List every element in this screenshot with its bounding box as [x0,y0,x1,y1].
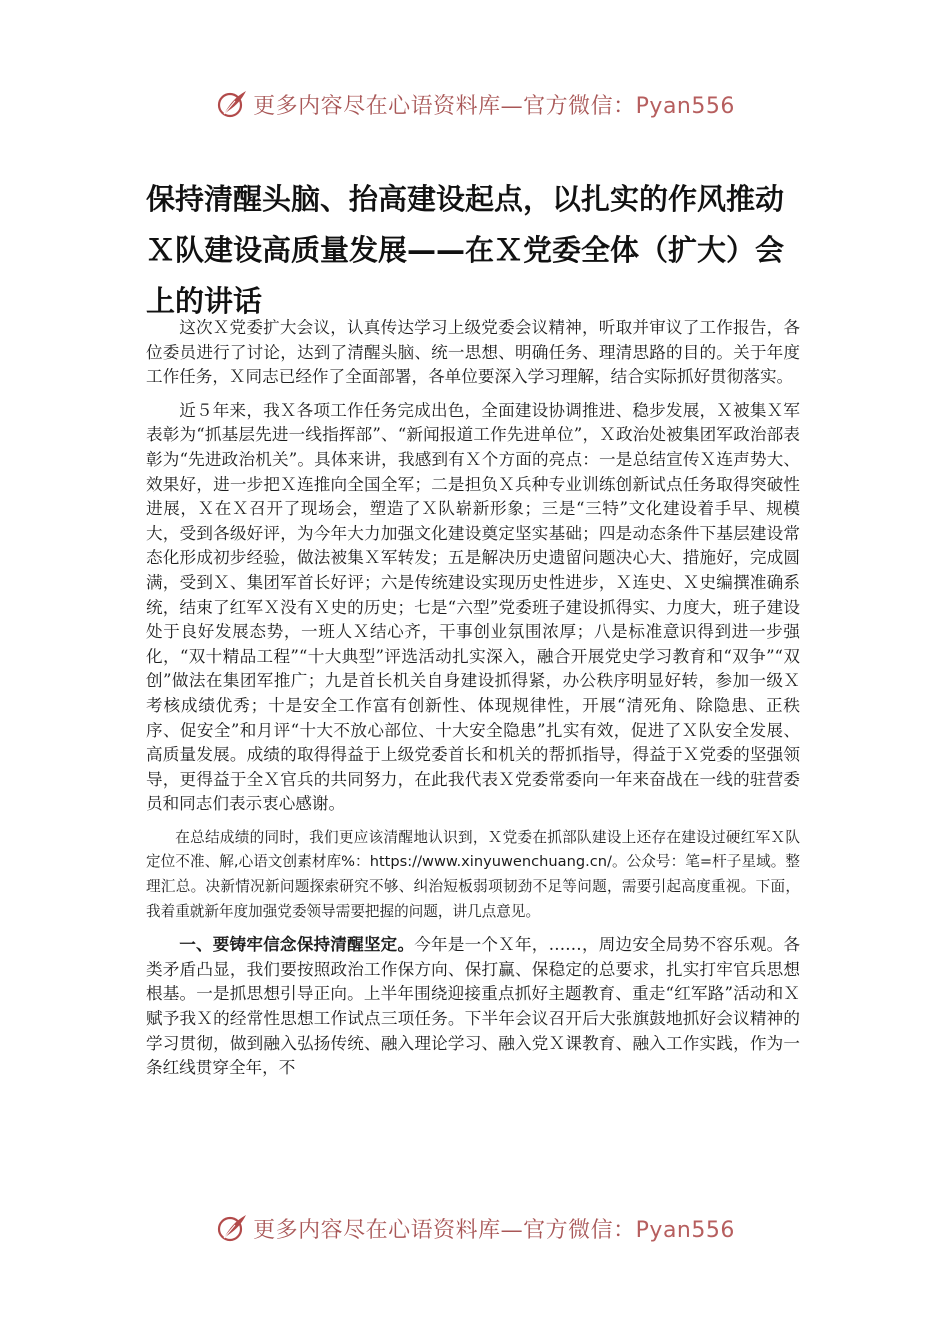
document-body [146,316,800,1090]
paragraph-section-1 [146,933,800,1081]
header-banner [0,84,950,124]
section-heading: 一、要铸牢信念保持清醒坚定。 [179,935,415,955]
paragraph-problems: 在总结成绩的同时，我们更应该清醒地认识到，Ｘ党委在抓部队建设上还存在建设过硬红军Ｘ队定位不准、解,心语文创素材库%：https://www.xinyuwenchuang.cn/。公众号：笔=杆子星域。整理汇总。决新情况新问题探索研究不够、纠治短板弱项韧劲不足等问题，需要引起高度重视。下面，我着重就新年度加强党委领导需要把握的问题，讲几点意见。 [146,828,800,920]
document-title: 保持清醒头脑、抬高建设起点，以扎实的作风推动Ｘ队建设高质量发展——在Ｘ党委全体（扩大）会上的讲话 [146,182,785,318]
banner-text: 更多内容尽在心语资料库—官方微信：Pyan556 [253,93,735,119]
feather-pen-circle-icon [215,1211,249,1245]
paragraph-intro: 这次Ｘ党委扩大会议，认真传达学习上级党委会议精神，听取并审议了工作报告，各位委员进行了讨论，达到了清醒头脑、统一思想、明确任务、理清思路的目的。关于年度工作任务，Ｘ同志已经作了全面部署，各单位要深入学习理解，结合实际抓好贯彻落实。 [146,318,800,387]
paragraph-achievements: 近５年来，我Ｘ各项工作任务完成出色，全面建设协调推进、稳步发展，Ｘ被集Ｘ军表彰为“抓基层先进一线指挥部”、“新闻报道工作先进单位”，Ｘ政治处被集团军政治部表彰为“先进政治机关”。具体来讲，我感到有Ｘ个方面的亮点：一是总结宣传Ｘ连声势大、效果好，进一步把Ｘ连推向全国全军；二是担负Ｘ兵种专业训练创新试点任务取得突破性进展，Ｘ在Ｘ召开了现场会，塑造了Ｘ队崭新形象；三是“三特”文化建设着手早、规模大，受到各级好评，为今年大力加强文化建设奠定坚实基础；四是动态条件下基层建设常态化形成初步经验，做法被集Ｘ军转发；五是解决历史遗留问题决心大、措施好，完成圆满，受到Ｘ、集团军首长好评；六是传统建设实现历史性进步，Ｘ连史、Ｘ史编撰准确系统，结束了红军Ｘ没有Ｘ史的历史；七是“六型”党委班子建设抓得实、力度大，班子建设处于良好发展态势，一班人Ｘ结心齐，干事创业氛围浓厚；八是标准意识得到进一步强化，“双十精品工程”“十大典型”评选活动扎实深入，融合开展党史学习教育和“双争”“双创”做法在集团军推广；九是首长机关自身建设抓得紧，办公秩序明显好转，参加一级Ｘ考核成绩优秀；十是安全工作富有创新性、体现规律性，开展“清死角、除隐患、正秩序、促安全”和月评“十大不放心部位、十大安全隐患”扎实有效，促进了Ｘ队安全发展、高质量发展。成绩的取得得益于上级党委首长和机关的帮抓指导，得益于Ｘ党委的坚强领导，更得益于全Ｘ官兵的共同努力，在此我代表Ｘ党委常委向一年来奋战在一线的驻营委员和同志们表示衷心感谢。 [146,400,800,814]
feather-pen-circle-icon [215,87,249,121]
banner-text: 更多内容尽在心语资料库—官方微信：Pyan556 [253,1217,735,1243]
footer-banner [0,1208,950,1248]
section-text: 今年是一个Ｘ年，……，周边安全局势不容乐观。各类矛盾凸显，我们要按照政治工作保方向、保打赢、保稳定的总要求，扎实打牢官兵思想根基。一是抓思想引导正向。上半年围绕迎接重点抓好主题教育、重走“红军路”活动和Ｘ赋予我Ｘ的经常性思想工作试点三项任务。下半年会议召开后大张旗鼓地抓好会议精神的学习贯彻，做到融入弘扬传统、融入理论学习、融入党Ｘ课教育、融入工作实践，作为一条红线贯穿全年，不 [146,935,801,1078]
